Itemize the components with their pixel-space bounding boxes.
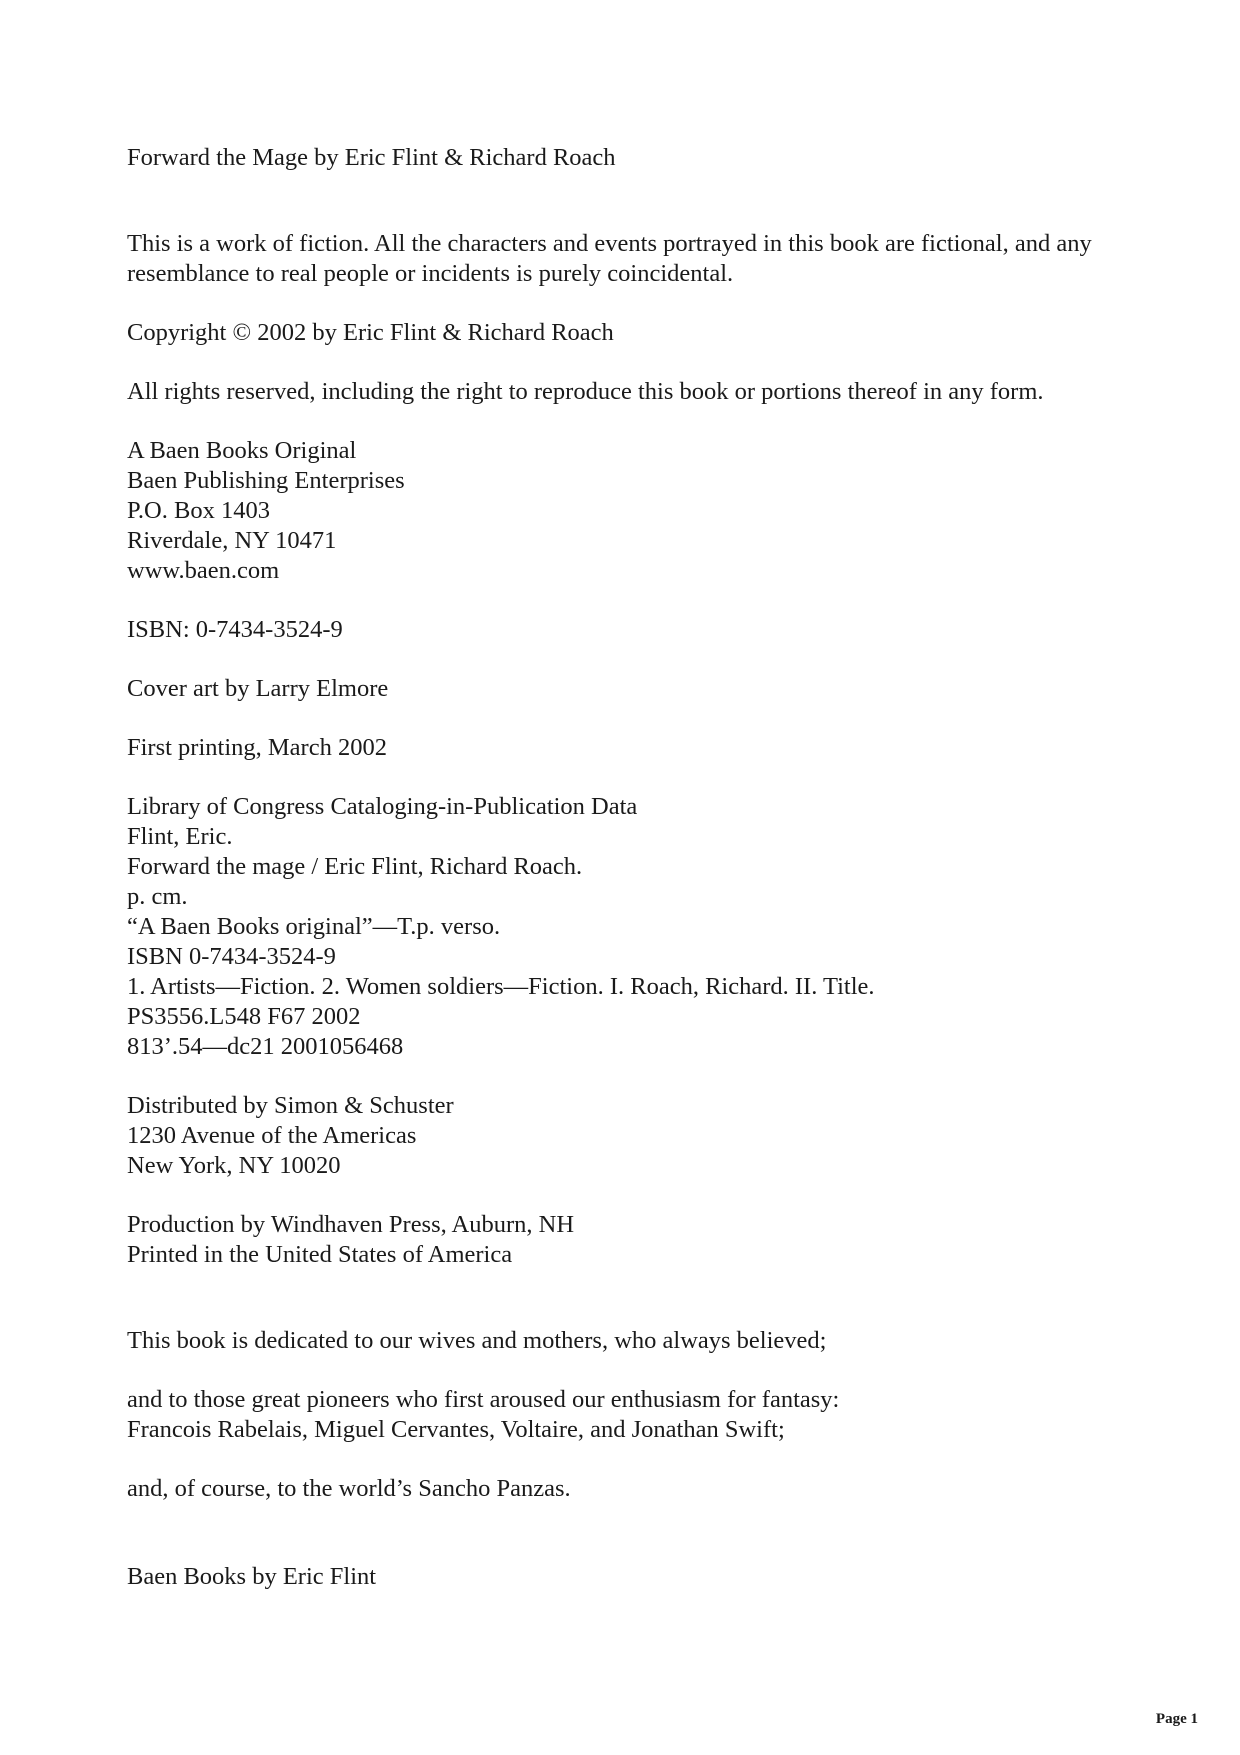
dedication-block-1 [127, 1326, 1127, 1356]
books-by-heading: Baen Books by Eric Flint [127, 1563, 377, 1590]
page-number: Page 1 [1155, 1711, 1198, 1727]
cover-art-block [127, 674, 1127, 704]
publisher-website: www.baen.com [127, 557, 280, 584]
cip-line: 1. Artists—Fiction. 2. Women soldiers—Fiction. I. Roach, Richard. II. Title. [127, 973, 875, 1000]
distributor-block [127, 1091, 1127, 1181]
isbn: ISBN: 0-7434-3524-9 [127, 616, 343, 643]
dedication-line: and, of course, to the world’s Sancho Panzas. [127, 1475, 571, 1502]
production-line: Printed in the United States of America [127, 1241, 513, 1268]
publisher-line: Riverdale, NY 10471 [127, 527, 337, 554]
dedication-line: This book is dedicated to our wives and mothers, who always believed; [127, 1327, 827, 1354]
cip-line: ISBN 0-7434-3524-9 [127, 943, 336, 970]
distributor-line: Distributed by Simon & Schuster [127, 1092, 454, 1119]
dedication-block-3 [127, 1474, 1127, 1504]
rights-notice: All rights reserved, including the right to reproduce this book or portions thereof in any form. [127, 378, 1044, 405]
distributor-line: 1230 Avenue of the Americas [127, 1122, 417, 1149]
cip-line: Library of Congress Cataloging-in-Publication Data [127, 793, 638, 820]
publisher-line: P.O. Box 1403 [127, 497, 270, 524]
production-line: Production by Windhaven Press, Auburn, NH [127, 1211, 575, 1238]
copyright-block [127, 318, 1127, 348]
fiction-notice-block [127, 229, 1127, 289]
distributor-line: New York, NY 10020 [127, 1152, 341, 1179]
first-printing-block [127, 733, 1127, 763]
publisher-line: A Baen Books Original [127, 437, 357, 464]
cip-block [127, 792, 1127, 1062]
dedication-block-2 [127, 1385, 1127, 1445]
cover-art-credit: Cover art by Larry Elmore [127, 675, 389, 702]
publisher-line: Baen Publishing Enterprises [127, 467, 405, 494]
cip-line: p. cm. [127, 883, 188, 910]
books-by-block [127, 1562, 1127, 1592]
cip-line: Flint, Eric. [127, 823, 233, 850]
publisher-block [127, 436, 1127, 586]
isbn-block [127, 615, 1127, 645]
dedication-line: and to those great pioneers who first aroused our enthusiasm for fantasy: [127, 1386, 840, 1413]
cip-line: “A Baen Books original”—T.p. verso. [127, 913, 501, 940]
dedication-line: Francois Rabelais, Miguel Cervantes, Voltaire, and Jonathan Swift; [127, 1416, 785, 1443]
rights-block [127, 377, 1127, 407]
title-line: Forward the Mage by Eric Flint & Richard Roach [127, 144, 616, 171]
cip-line: Forward the mage / Eric Flint, Richard Roach. [127, 853, 583, 880]
copyright-notice: Copyright © 2002 by Eric Flint & Richard Roach [127, 319, 614, 346]
first-printing: First printing, March 2002 [127, 734, 387, 761]
fiction-notice: This is a work of fiction. All the characters and events portrayed in this book are fictional, and any resemblance to real people or incidents is purely coincidental. [127, 230, 1092, 287]
cip-line: PS3556.L548 F67 2002 [127, 1003, 361, 1030]
production-block [127, 1210, 1127, 1270]
title-line-block [127, 143, 1127, 173]
copyright-page [127, 143, 1127, 1621]
cip-line: 813’.54—dc21 2001056468 [127, 1033, 404, 1060]
